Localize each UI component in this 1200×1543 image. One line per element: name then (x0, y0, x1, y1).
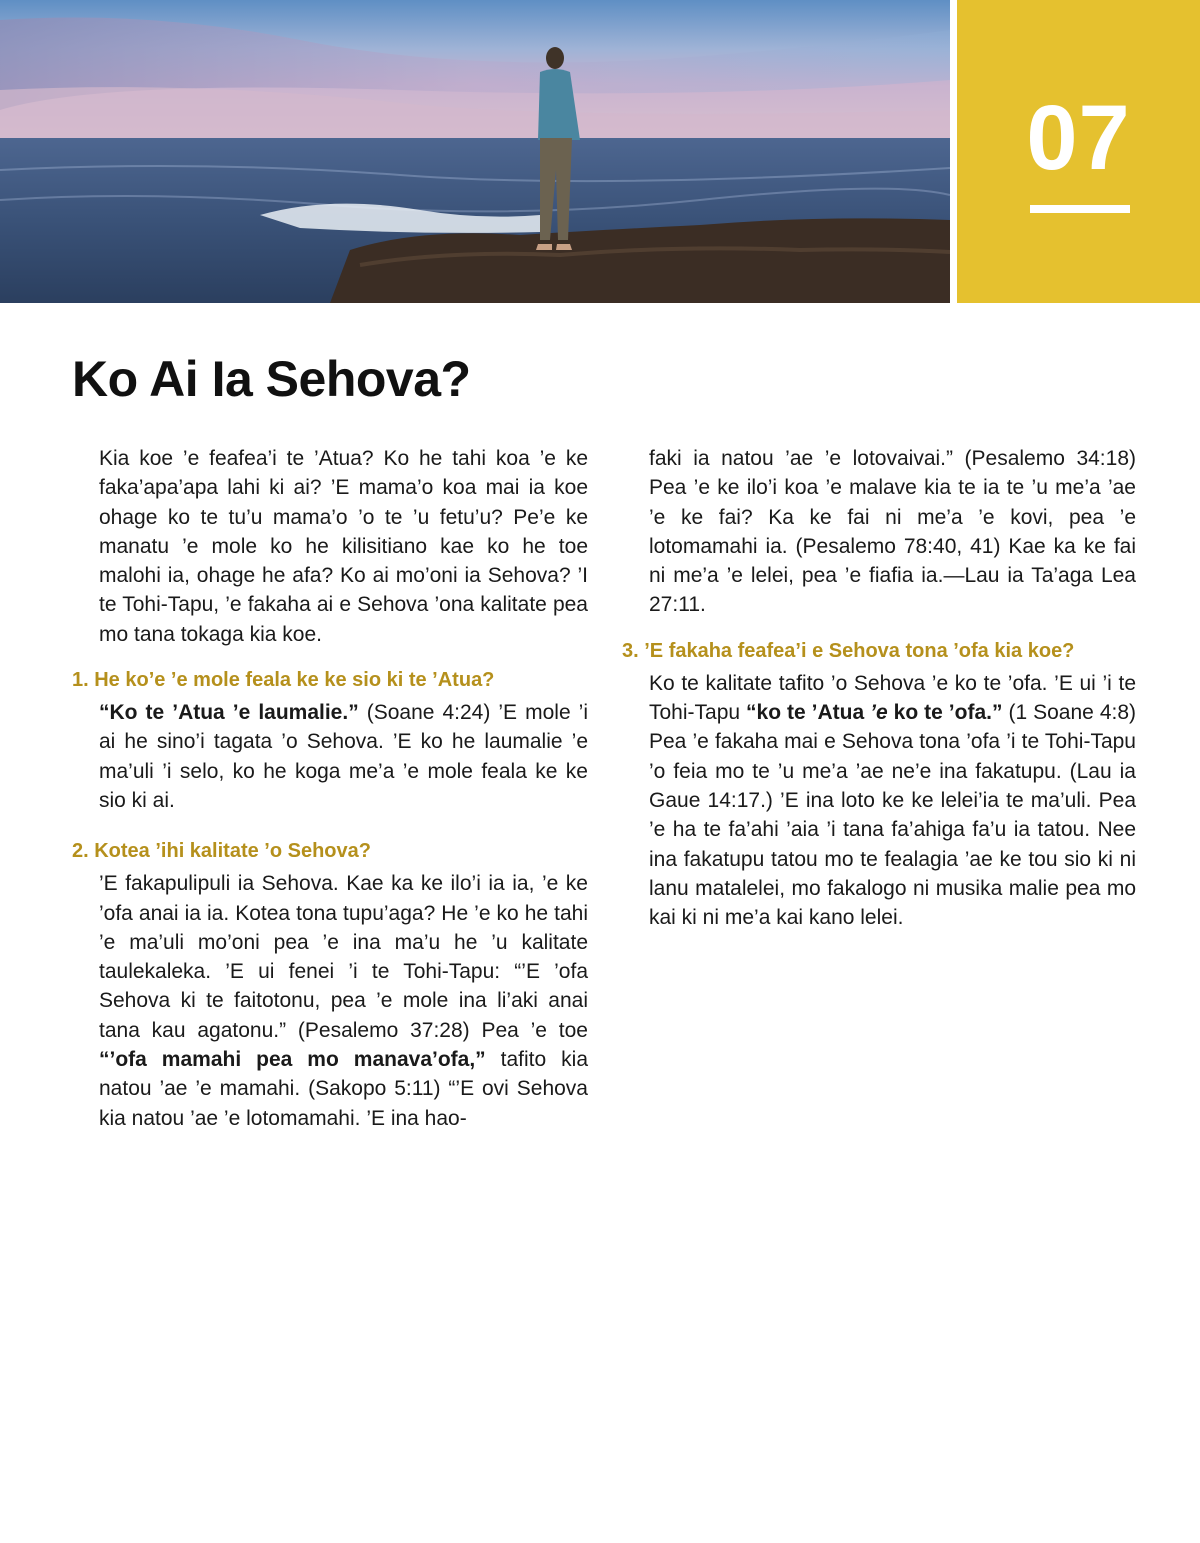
question-1-heading: 1. He ko’e ’e mole feala ke ke sio ki te ’Atua? (72, 669, 495, 692)
question-3-heading: 3. ’E fakaha feafea’i e Sehova tona ’ofa kia koe? (622, 639, 1075, 662)
answer-2-text-a: ’E fakapulipuli ia Sehova. Kae ka ke ilo’i ia ia, ’e ke ’ofa anai ia ia. Kotea tona tupu’aga? He ’e ko he tahi ’e ma’uli mo’oni pea ’e ina ma’u he ’u kalitate taulekaleka. ’E ui fenei ’i te Tohi-Tapu: “’E ’ofa Sehova ki te faitotonu, pea ’e mole ina li’aki anai tana kau agatonu.” (Pesalemo 37:28) Pea ’e toe (99, 872, 588, 1042)
chapter-underline (1030, 205, 1130, 213)
answer-3-paragraph (622, 669, 1136, 933)
answer-2-quote: “’ofa mamahi pea mo manava’ofa,” (99, 1048, 486, 1072)
answer-1-quote: “Ko te ’Atua ’e laumalie.” (99, 701, 359, 725)
answer-1-paragraph (72, 698, 588, 815)
page-title: Ko Ai Ia Sehova? (72, 351, 471, 407)
chapter-badge (957, 0, 1200, 303)
man-by-sea-photo-icon (0, 0, 950, 303)
answer-1-text: (Soane 4:24) ’E mole ’i ai he sino’i tagata ’o Sehova. ’E ko he laumalie ’e ma’uli ’i selo, ko he koga me’a ’e mole feala ke ke sio ki ai. (99, 701, 588, 812)
answer-2-continued: faki ia natou ’ae ’e lotovaivai.” (Pesalemo 34:18) Pea ’e ke ilo’i koa ’e malave kia te ia te ’u me’a ’ae ’e ke fai? Ka ke fai ni me’a ’e kovi, pea ’e lotomamahi ia. (Pesalemo 78:40, 41) Kae ka ke fai ni me’a ’e lelei, pea ’e fiafia ia.—Lau ia Ta’aga Lea 27:11. (649, 447, 1136, 617)
answer-2-text-c: tafito kia natou ’ae ’e mamahi. (Sakopo 5:11) “’E ovi Sehova kia natou ’ae ’e lotomamahi. ’E ina hao- (99, 1048, 588, 1130)
chapter-number: 07 (1026, 87, 1131, 189)
answer-3-quote (746, 701, 1002, 724)
left-column (72, 444, 588, 1133)
answer-2-paragraph (72, 869, 588, 1133)
answer-3-quote-part-1: “ko te ’Atua (746, 701, 871, 725)
answer-3-text-c: (1 Soane 4:8) Pea ’e fakaha mai e Sehova tona ’ofa ’i te Tohi-Tapu ’o feia mo te ’u me’a ’ae ne’e ina fakatupu. (Lau ia Gaue 14:17.) ’E ina loto ke ke lelei’ia te ma’uli. Pea ’e ha te fa’ahi ’aia ’i tana fa’ahiga fa’u ia tatou. Nee ina fakatupu tatou mo te fealagia ’ae ke tou sio ki ni lanu matalelei, mo fakalogo ni musika malie pea mo kai ki ni me’a kai kano lelei. (649, 701, 1137, 930)
answer-3-quote-part-3: ko te ’ofa.” (887, 701, 1003, 725)
hero-photo (0, 0, 950, 303)
right-column (622, 444, 1136, 932)
question-2-heading: 2. Kotea ’ihi kalitate ’o Sehova? (72, 840, 371, 863)
answer-3-quote-emphasis: ’e (870, 701, 888, 725)
intro-paragraph: Kia koe ’e feafea’i te ’Atua? Ko he tahi koa ’e ke faka’apa’apa lahi ki ai? ’E mama’o koa mai ia koe ohage ko te tu’u mama’o ’o te ’u fetu’u? Pe’e ke manatu ’e mole ko he kilisitiano kae ko he toe malohi ia, ohage he afa? Ko ai mo’oni ia Sehova? ’I te Tohi-Tapu, ’e fakaha ai e Sehova ’ona kalitate pea mo tana tokaga kia koe. (99, 447, 588, 646)
answer-3-text-a: Ko te kalitate tafito ’o Sehova ’e ko te ’ofa. ’E ui ’i te Tohi-Tapu (649, 671, 1136, 725)
